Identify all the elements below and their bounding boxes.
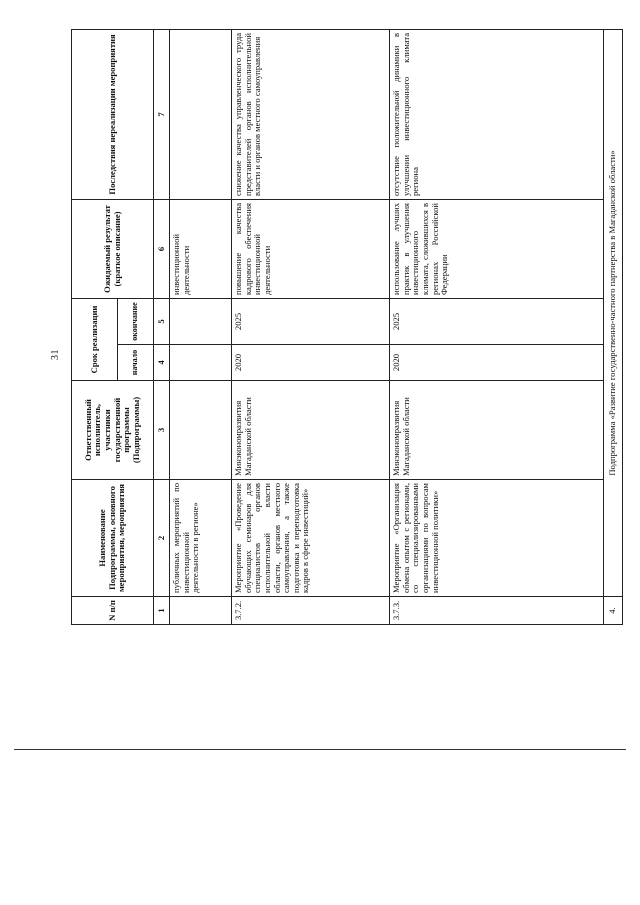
program-table	[71, 29, 623, 625]
table-row	[390, 29, 604, 624]
row-executor	[170, 381, 232, 480]
table-row	[170, 29, 232, 624]
row-num: 3.7.3.	[390, 597, 604, 625]
row-result: повышение качества кадрового обеспечения инвестиционной деятельности	[232, 199, 390, 298]
rotated-table-wrapper	[71, 30, 622, 625]
row-start: 2020	[232, 345, 390, 381]
col-number: 6	[154, 199, 170, 298]
subprogram-row	[604, 29, 623, 624]
table-row	[232, 29, 390, 624]
row-consequences: снижение качества управленческого труда представителей органов исполнительной власти и органов местного самоуправления	[232, 29, 390, 199]
row-end: 2025	[390, 298, 604, 344]
header-num: N п/п	[72, 597, 154, 625]
header-result: Ожидаемый результат (краткое описание)	[72, 199, 154, 298]
header-row	[72, 29, 118, 624]
row-num	[170, 597, 232, 625]
header-name: Наименование Подпрограммы, основного мероприятия, мероприятия	[72, 480, 154, 597]
header-end: окончание	[118, 298, 154, 344]
row-executor: Минэкономразвития Магаданской области	[390, 381, 604, 480]
row-name: публичных мероприятий по инвестиционной деятельности в регионе»	[170, 480, 232, 597]
row-end	[170, 298, 232, 344]
col-number: 1	[154, 597, 170, 625]
row-result: инвестиционной деятельности	[170, 199, 232, 298]
header-consequences: Последствия нереализации мероприятия	[72, 29, 154, 199]
header-executor: Ответственный исполнитель, участники государственной программы (Подпрограммы)	[72, 381, 154, 480]
page-number: 31	[50, 349, 61, 360]
row-result: использование лучших практик в улучшения инвестиционного климата, сложившихся в регионах Российской Федерации	[390, 199, 604, 298]
col-number: 7	[154, 29, 170, 199]
row-end: 2025	[232, 298, 390, 344]
col-number: 4	[154, 345, 170, 381]
column-number-row	[154, 29, 170, 624]
col-number: 3	[154, 381, 170, 480]
row-name: Мероприятие «Организация обмена опытом с регионами, со специализированными организациями по вопросам инвестиционной политики»	[390, 480, 604, 597]
row-start: 2020	[390, 345, 604, 381]
row-num: 3.7.2.	[232, 597, 390, 625]
row-consequences: отсутствие положительной динамики в улучшении инвестиционного климата региона	[390, 29, 604, 199]
header-period: Срок реализации	[72, 298, 118, 380]
divider-line	[14, 749, 626, 750]
row-start	[170, 345, 232, 381]
col-number: 2	[154, 480, 170, 597]
subprogram-title: Подпрограмма «Развитие государственно-частного партнерства в Магаданской области»	[604, 29, 623, 596]
row-executor: Минэкономразвития Магаданской области	[232, 381, 390, 480]
subprogram-num: 4.	[604, 597, 623, 625]
header-start: начало	[118, 345, 154, 381]
col-number: 5	[154, 298, 170, 344]
row-consequences	[170, 29, 232, 199]
row-name: Мероприятие «Проведение обучающих семинаров для специалистов органов исполнительной власти области, органов местного самоуправления, а также подготовка и переподготовка кадров в сфере инвестиций»	[232, 480, 390, 597]
